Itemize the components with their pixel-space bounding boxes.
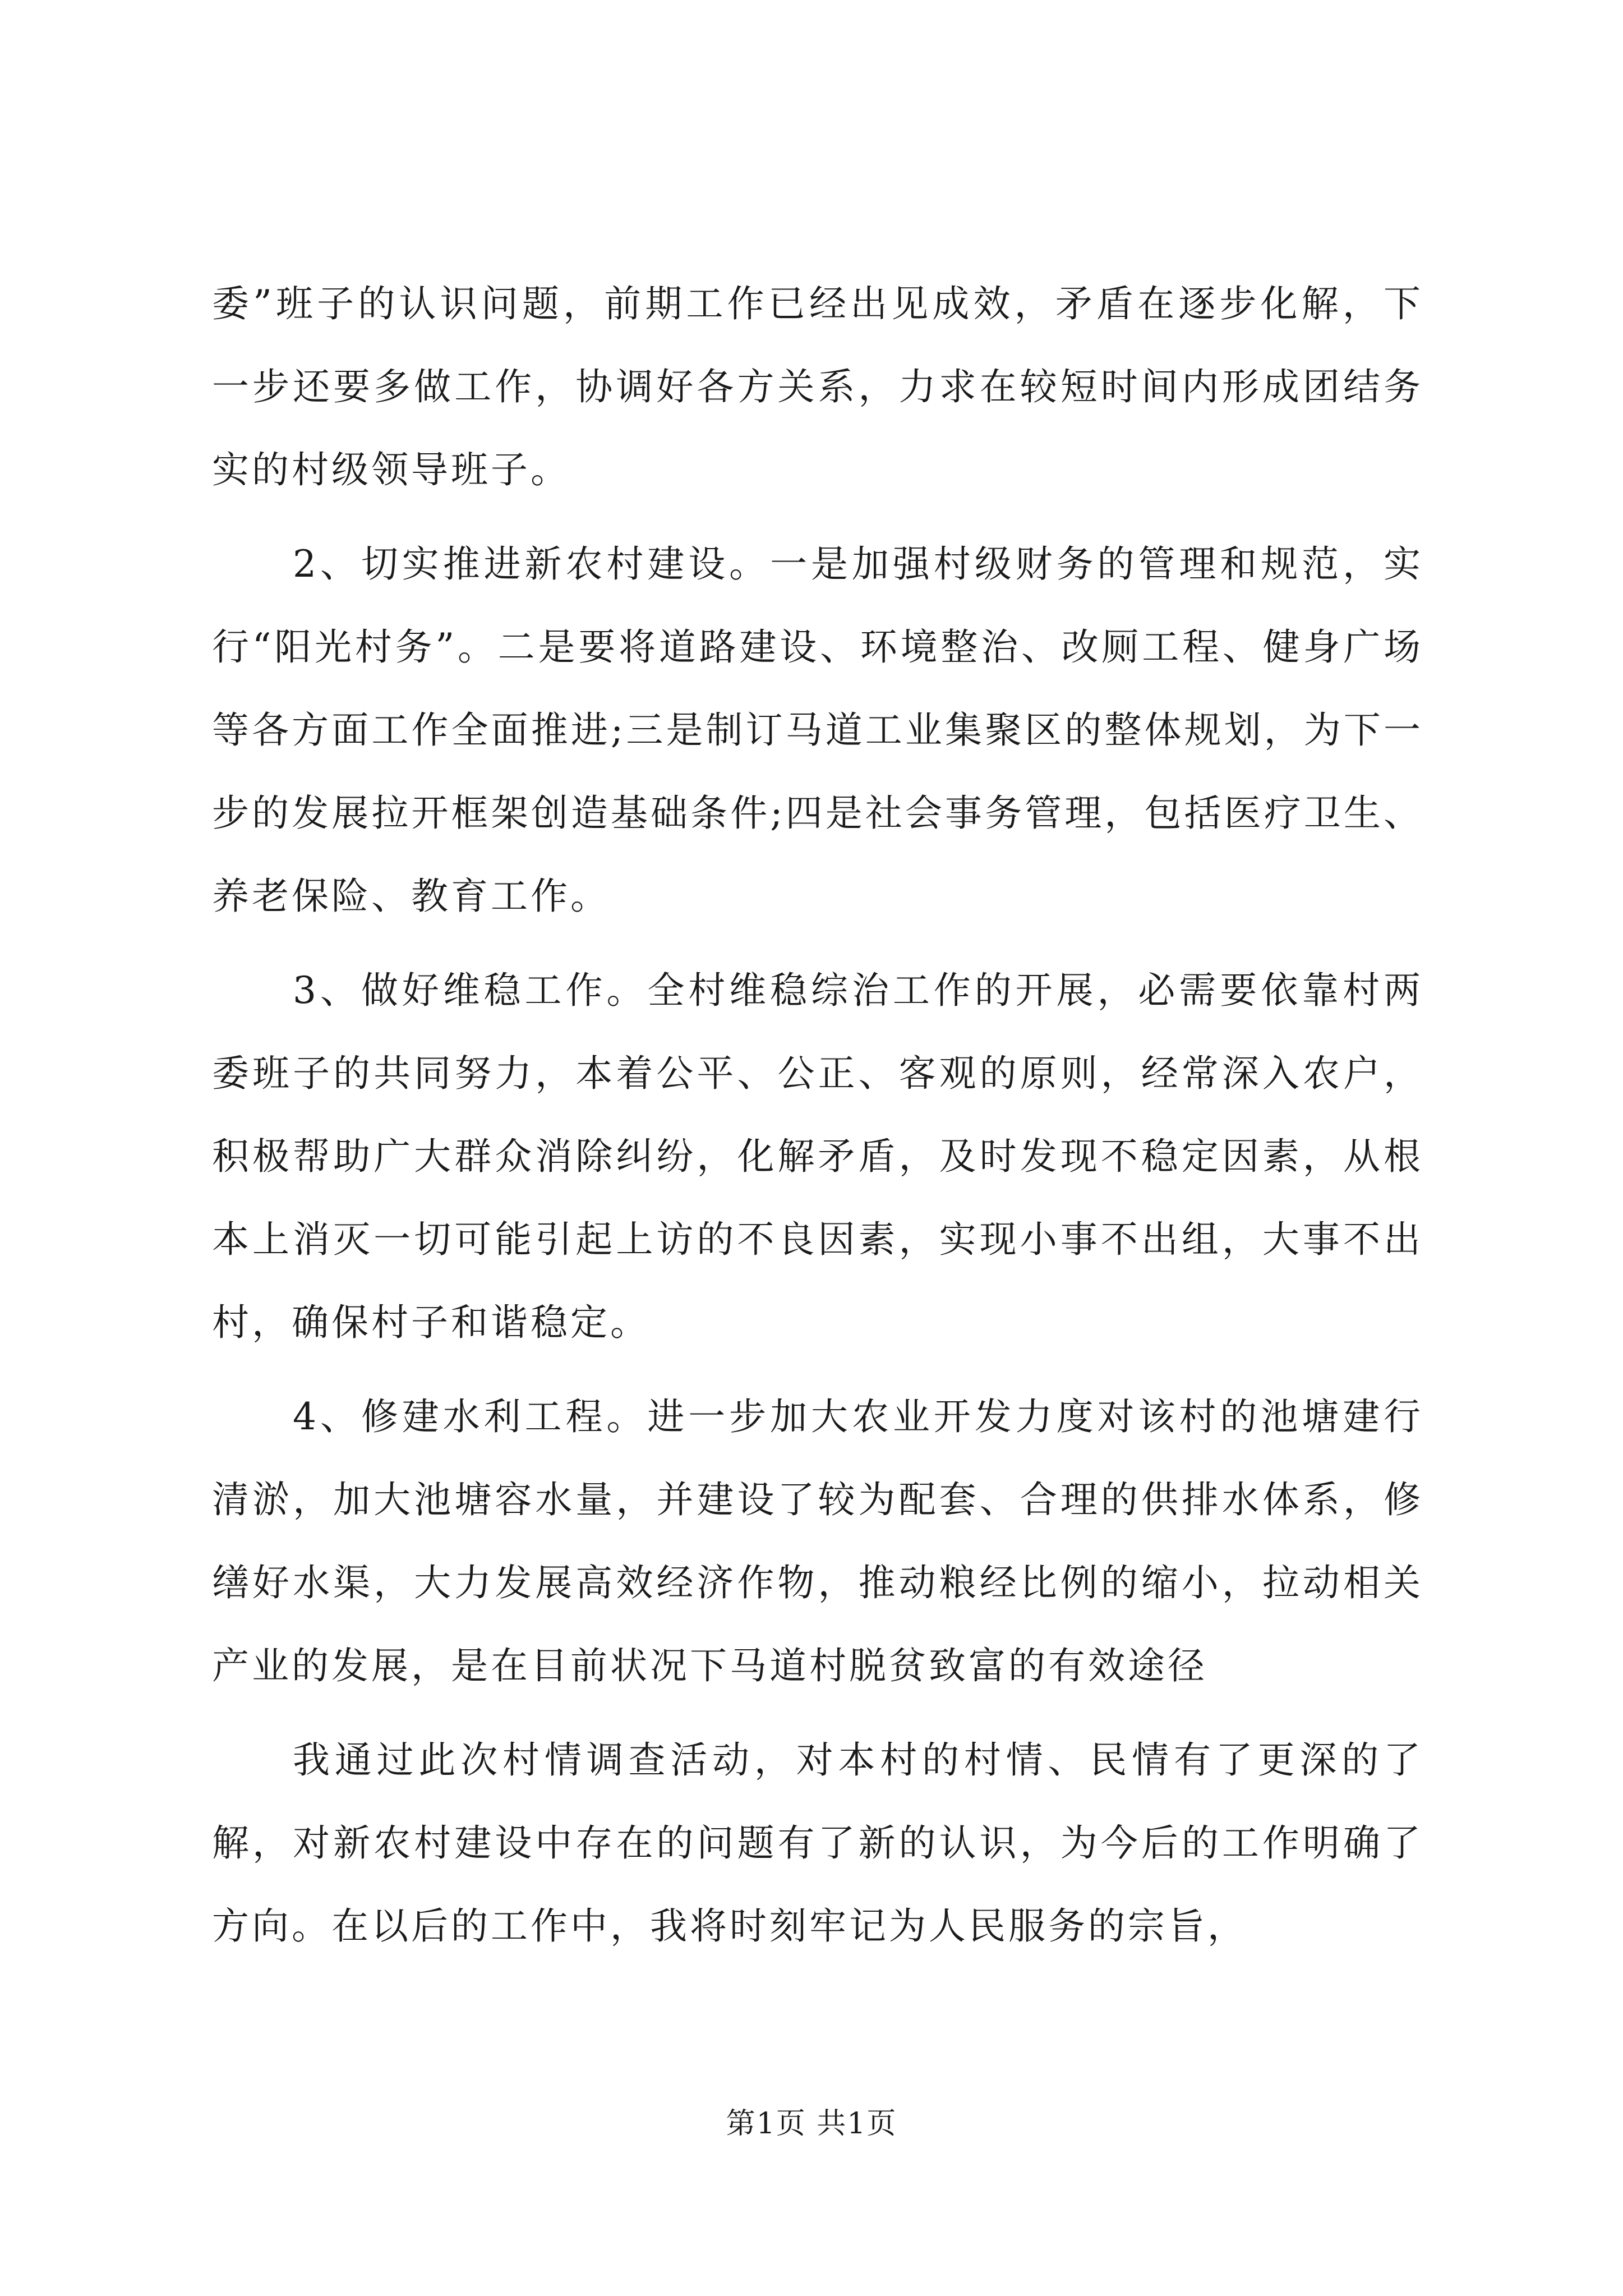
paragraph-item-3: 3、做好维稳工作。全村维稳综治工作的开展，必需要依靠村两委班子的共同努力，本着公平、公正、客观的原则，经常深入农户，积极帮助广大群众消除纠纷，化解矛盾，及时发现不稳定因素，从根本上消灭一切可能引起上访的不良因素，实现小事不出组，大事不出村，确保村子和谐稳定。 <box>212 969 1423 1344</box>
paragraph-conclusion: 我通过此次村情调查活动，对本村的村情、民情有了更深的了解，对新农村建设中存在的问题有了新的认识，为今后的工作明确了方向。在以后的工作中，我将时刻牢记为人民服务的宗旨， <box>212 1738 1423 1948</box>
paragraph-continuation: 委”班子的认识问题，前期工作已经出见成效，矛盾在逐步化解，下一步还要多做工作，协调好各方关系，力求在较短时间内形成团结务实的村级领导班子。 <box>212 282 1423 491</box>
paragraph-item-4: 4、修建水利工程。进一步加大农业开发力度对该村的池塘建行清淤，加大池塘容水量，并建设了较为配套、合理的供排水体系，修缮好水渠，大力发展高效经济作物，推动粮经比例的缩小，拉动相关产业的发展，是在目前状况下马道村脱贫致富的有效途径 <box>212 1395 1423 1687</box>
paragraph-item-2: 2、切实推进新农村建设。一是加强村级财务的管理和规范，实行“阳光村务”。二是要将道路建设、环境整治、改厕工程、健身广场等各方面工作全面推进;三是制订马道工业集聚区的整体规划，为下一步的发展拉开框架创造基础条件;四是社会事务管理，包括医疗卫生、养老保险、教育工作。 <box>212 542 1423 918</box>
document-body <box>212 263 1423 1979</box>
page-footer: 第1页 共1页 <box>726 2107 897 2141</box>
